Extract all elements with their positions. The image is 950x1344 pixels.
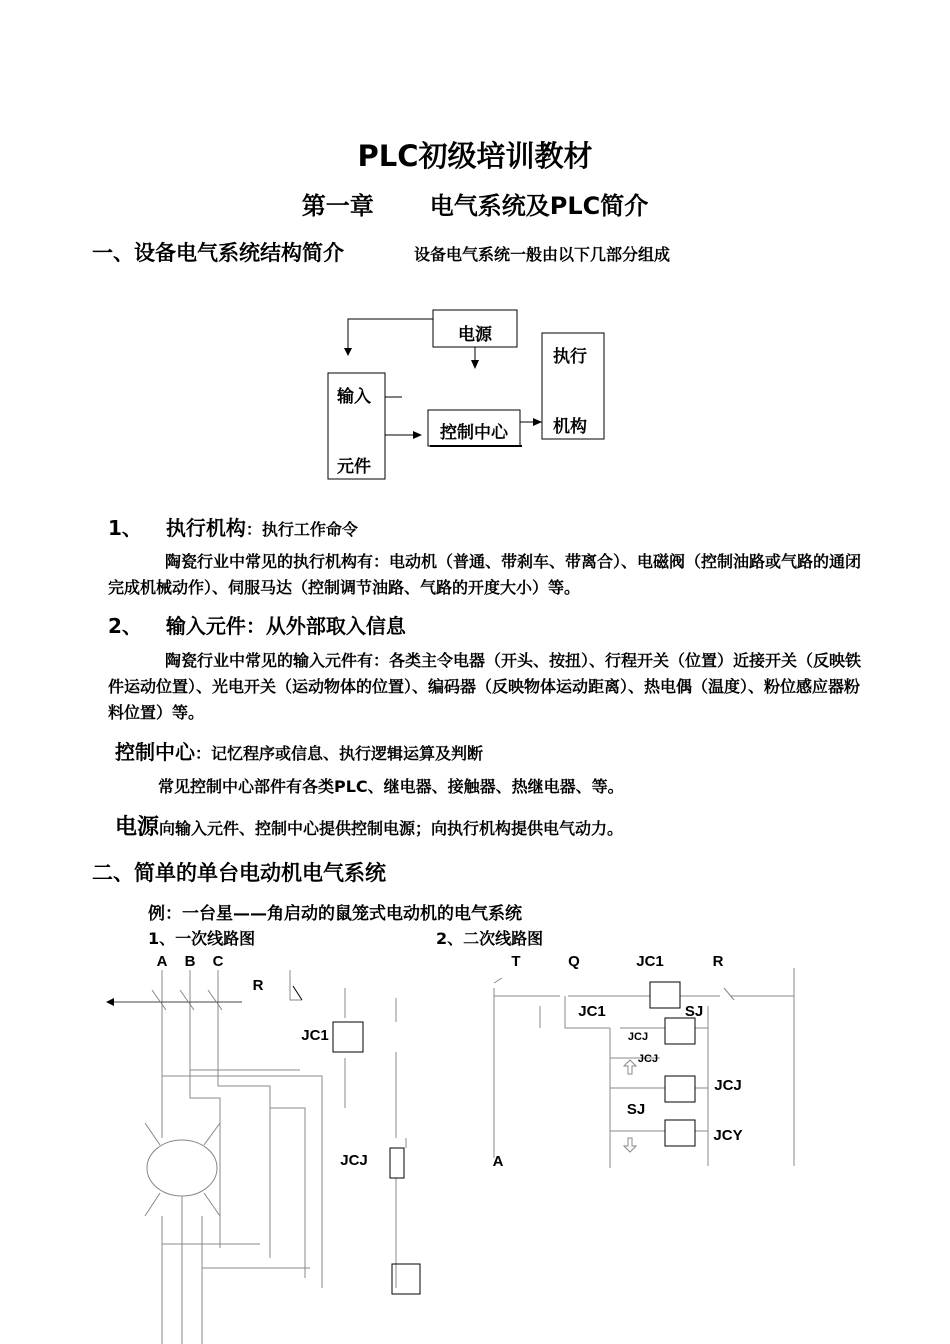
arrow-icon <box>471 360 479 369</box>
item2-number: 2、 <box>108 614 142 638</box>
phase-a-label: A <box>156 953 168 970</box>
relay-r-label: R <box>252 977 264 994</box>
power-label: 电源 <box>458 325 492 344</box>
terminal-t-label: T <box>511 953 521 970</box>
input-label-top: 输入 <box>337 387 371 406</box>
item3-title: 控制中心 <box>115 740 195 764</box>
item4-desc: 向输入元件、控制中心提供控制电源；向执行机构提供电气动力。 <box>159 819 624 838</box>
jcj-coil-label: JCJ <box>714 1077 742 1094</box>
item2-heading <box>108 610 406 639</box>
jcj-small-label-1: JCJ <box>627 1031 649 1043</box>
jcj-label: JCJ <box>340 1152 368 1169</box>
item1-title: 执行机构 <box>165 516 246 540</box>
control-label: 控制中心 <box>440 423 508 442</box>
relay-r-label-2: R <box>712 953 724 970</box>
arrow-icon <box>533 418 542 426</box>
timer-sj-label: SJ <box>684 1003 704 1020</box>
document-title: PLC初级培训教材 <box>357 139 593 173</box>
input-label-bottom: 元件 <box>337 457 371 476</box>
fig2-caption: 2、二次线路图 <box>436 929 544 948</box>
item3-desc: ：记忆程序或信息、执行逻辑运算及判断 <box>195 744 484 763</box>
section2-example: 例：一台星——角启动的鼠笼式电动机的电气系统 <box>148 904 522 924</box>
arrow-icon <box>344 348 352 356</box>
jc1-top-label: JC1 <box>636 953 664 970</box>
section1-note: 设备电气系统一般由以下几部分组成 <box>414 245 671 264</box>
section2-heading: 二、简单的单台电动机电气系统 <box>92 861 386 885</box>
arrow-icon <box>413 431 422 439</box>
item3-body: 常见控制中心部件有各类PLC、继电器、接触器、热继电器、等。 <box>158 777 624 796</box>
primary-circuit-diagram <box>100 948 440 1344</box>
switch-q-label: Q <box>568 953 580 970</box>
fig1-caption: 1、一次线路图 <box>148 929 256 948</box>
executor-label-bottom: 机构 <box>553 417 587 436</box>
item1-body: 陶瓷行业中常见的执行机构有：电动机（普通、带刹车、带离合）、电磁阀（控制油路或气路的通闭完成机械动作）、伺服马达（控制调节油路、气路的开度大小）等。 <box>108 552 862 597</box>
contact-marker-icon <box>624 1138 636 1152</box>
item2-body: 陶瓷行业中常见的输入元件有：各类主令电器（开头、按扭）、行程开关（位置）近接开关（反映铁件运动位置）、光电开关（运动物体的位置）、编码器（反映物体运动距离）、热电偶（温度）、粉位感应器粉料位置）等。 <box>108 651 862 722</box>
system-block-diagram <box>320 300 620 490</box>
secondary-circuit-diagram <box>480 948 810 1188</box>
chapter-name: 电气系统及PLC简介 <box>429 192 649 220</box>
jcj-small-label-2: JCJ <box>637 1053 659 1065</box>
section1-heading: 一、设备电气系统结构简介 <box>92 241 344 265</box>
jc1-label: JC1 <box>301 1027 329 1044</box>
chapter-heading <box>0 186 950 221</box>
terminal-a-label: A <box>492 1153 504 1170</box>
timer-sj-contact-label: SJ <box>626 1101 646 1118</box>
phase-b-label: B <box>184 953 196 970</box>
executor-label-top: 执行 <box>553 347 587 366</box>
item1-desc: ：执行工作命令 <box>245 520 358 539</box>
item3-heading <box>115 736 483 765</box>
jc1-contact-label: JC1 <box>578 1003 606 1020</box>
arrow-icon <box>106 998 114 1006</box>
item4-title: 电源 <box>115 815 160 840</box>
item1-heading <box>108 512 358 541</box>
item1-number: 1、 <box>108 516 142 540</box>
chapter-number: 第一章 <box>301 192 374 220</box>
phase-c-label: C <box>212 953 224 970</box>
contact-marker-icon <box>624 1060 636 1074</box>
item2-title: 输入元件：从外部取入信息 <box>165 614 406 638</box>
jcy-coil-label: JCY <box>713 1127 743 1144</box>
item4-heading <box>115 810 623 841</box>
